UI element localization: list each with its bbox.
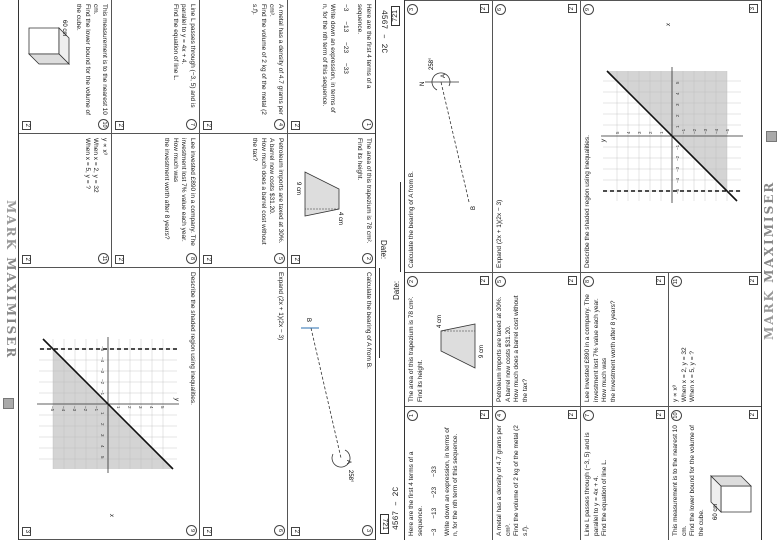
question-text: Lee invested £890 in a company. The [189, 138, 196, 246]
question-text: Find its height. [356, 138, 364, 181]
marks-box: 2 [749, 410, 758, 419]
question-3 [287, 268, 375, 540]
question-text: Describe the shaded region using inequalities. [189, 272, 196, 405]
question-text: How much does a barrel cost without the tax? [251, 138, 267, 245]
marks-box: 3 [749, 4, 758, 13]
question-1 [405, 406, 493, 540]
y-tick-label: 1 [116, 406, 121, 409]
question-number: 5 [495, 276, 506, 287]
question-text: When x = 2, y = 32 [680, 347, 688, 402]
y-tick-label: 2 [127, 406, 132, 409]
marks-box: 2 [480, 276, 489, 285]
inequality-graph [33, 286, 183, 522]
marks-box: 2 [568, 410, 577, 419]
sequence-terms: −3 −13 −23 −33 [431, 466, 438, 536]
question-9 [19, 268, 199, 540]
question-text: y ∝ x³ [672, 385, 679, 402]
question-10 [669, 406, 761, 540]
y-tick-label: −4 [714, 128, 719, 134]
x-axis-label: x [666, 23, 672, 26]
question-text: The area of this trapezium is 78 cm². [408, 296, 415, 402]
y-tick-label: −3 [72, 406, 77, 412]
question-6 [493, 0, 581, 272]
question-number: 7 [583, 410, 594, 421]
question-text: A metal has a density of 4.7 grams per cm³. [268, 4, 284, 115]
question-5 [199, 134, 287, 268]
x-tick-label: −3 [100, 368, 105, 374]
sheet-code: 721 [380, 514, 389, 534]
y-tick-label: −5 [725, 128, 730, 134]
y-tick-label: −4 [61, 406, 66, 412]
y-tick-label: 4 [149, 406, 154, 409]
point-b-label: B [305, 318, 311, 323]
question-text: Expand (2x + 1)(2x − 3) [277, 272, 284, 341]
question-number: 11 [671, 276, 682, 287]
sheet-title: 4567 – 2C [392, 486, 401, 530]
question-text: Here are the first 4 terms of a sequence. [408, 451, 424, 536]
question-text: A barrel now costs $31.20. [504, 325, 512, 402]
x-tick-label: 5 [100, 456, 105, 459]
point-a-label: A [345, 460, 351, 465]
worksheet-right-content [390, 0, 780, 540]
y-axis-label: y [601, 139, 607, 142]
question-8 [111, 134, 199, 268]
question-11 [19, 134, 111, 268]
x-tick-label: −2 [100, 379, 105, 385]
date-line [379, 268, 380, 358]
question-number: 1 [362, 119, 373, 130]
question-number: 4 [274, 119, 285, 130]
sequence-terms: −3 −13 −23 −33 [342, 4, 349, 74]
question-text: Find the volume of 2 kg of the metal (2 s.f). [513, 425, 529, 536]
marks-box: 2 [203, 121, 212, 130]
marks-box: 2 [568, 276, 577, 285]
y-tick-label: 1 [659, 131, 664, 134]
question-text: the investment worth after 8 years? [609, 300, 617, 402]
question-text: Find its height. [416, 359, 424, 402]
marks-box: 2 [656, 276, 665, 285]
y-tick-label: 5 [615, 131, 620, 134]
brand-logo: MARK MAXIMISER [4, 200, 18, 360]
marks-box: 2 [291, 121, 300, 130]
y-tick-label: −2 [83, 406, 88, 412]
question-text: Calculate the bearing of A from B. [408, 171, 415, 268]
question-text: Lee invested £890 in a company. The [584, 294, 591, 402]
y-tick-label: 4 [626, 131, 631, 134]
bearing-angle: 258° [429, 57, 435, 70]
marks-box: 2 [203, 255, 212, 264]
question-text: Find the equation of line L. [601, 459, 608, 536]
question-text: parallel to y = 4x + 4. [592, 475, 600, 536]
question-text: This measurement is to the nearest 10 cm. [672, 425, 688, 536]
marks-box: 2 [291, 255, 300, 264]
question-text: investment lost 7% value each year. How much was [172, 138, 188, 242]
question-number: 5 [274, 253, 285, 264]
question-7 [581, 406, 669, 540]
y-tick-label: −5 [50, 406, 55, 412]
brand-square-icon [3, 398, 14, 409]
inequality-graph [597, 18, 747, 254]
question-grid [18, 0, 376, 540]
question-text: the investment worth after 8 years? [163, 138, 171, 240]
marks-box: 2 [568, 4, 577, 13]
x-tick-label: −3 [675, 166, 680, 172]
sheet-header [376, 0, 390, 540]
bearing-figure [291, 308, 361, 508]
marks-box: 2 [656, 410, 665, 419]
y-tick-label: 5 [160, 406, 165, 409]
question-text: Here are the first 4 terms of a sequence. [356, 4, 372, 89]
y-tick-label: 3 [637, 131, 642, 134]
point-a-label: A [441, 73, 447, 78]
worksheet-right [390, 0, 780, 540]
question-2 [405, 272, 493, 406]
question-number: 11 [98, 253, 109, 264]
question-number: 10 [671, 410, 682, 421]
marks-box: 2 [203, 527, 212, 536]
x-tick-label: 5 [675, 81, 680, 84]
trapezium-bottom-label: 9 cm [295, 182, 301, 196]
date-line [400, 182, 401, 272]
question-number: 1 [407, 410, 418, 421]
x-tick-label: −1 [100, 390, 105, 396]
question-9 [581, 0, 761, 272]
question-number: 7 [186, 119, 197, 130]
point-b-label: B [471, 205, 477, 210]
question-number: 8 [583, 276, 594, 287]
question-number: 10 [98, 119, 109, 130]
x-tick-label: 3 [100, 434, 105, 437]
trapezium-bottom-label: 9 cm [479, 344, 485, 358]
trapezium-figure [435, 306, 485, 376]
question-text: Petroleum imports are taxed at 30%. [496, 296, 503, 402]
question-number: 6 [274, 525, 285, 536]
trapezium-top-label: 4 cm [337, 212, 343, 226]
marks-box: 2 [480, 410, 489, 419]
question-text: Find the lower bound for the volume of the cube. [689, 425, 705, 536]
y-tick-label: 3 [138, 406, 143, 409]
x-axis-label: x [108, 514, 114, 517]
question-text: y ∝ x³ [101, 138, 108, 155]
marks-box: 2 [291, 527, 300, 536]
x-tick-label: 4 [675, 92, 680, 95]
marks-box: 2 [22, 121, 31, 130]
x-tick-label: 2 [675, 114, 680, 117]
question-text: Calculate the bearing of A from B. [365, 272, 372, 369]
question-text: The area of this trapezium is 78 cm². [365, 138, 372, 244]
x-tick-label: −1 [675, 144, 680, 150]
question-4 [493, 406, 581, 540]
question-text: Petroleum imports are taxed at 30%. [277, 138, 284, 244]
bearing-figure [419, 32, 489, 232]
marks-box: 2 [749, 276, 758, 285]
cube-figure [22, 18, 77, 78]
y-tick-label: −1 [94, 406, 99, 412]
question-text: This measurement is to the nearest 10 cm. [92, 4, 108, 115]
sheet-header [390, 0, 404, 540]
x-tick-label: 1 [100, 412, 105, 415]
question-number: 9 [583, 4, 594, 15]
date-label: Date: [392, 280, 401, 300]
question-4 [199, 0, 287, 134]
question-text: Write down an expression, in terms of n, for the nth term of this sequence. [443, 427, 459, 536]
x-tick-label: −4 [675, 177, 680, 183]
x-tick-label: −5 [100, 346, 105, 352]
question-text: parallel to y = 4x + 4. [180, 4, 188, 65]
sheet-title: 4567 – 2C [379, 10, 388, 54]
question-text: Line L passes through (−3, 5) and is [189, 4, 196, 108]
x-tick-label: 2 [100, 423, 105, 426]
y-tick-label: −2 [692, 128, 697, 134]
y-tick-label: 2 [648, 131, 653, 134]
sheet-code: 721 [391, 6, 400, 26]
north-label: N [420, 81, 426, 86]
x-tick-label: −4 [100, 357, 105, 363]
question-text: Line L passes through (−3, 5) and is [584, 432, 591, 536]
date-label: Date: [379, 240, 388, 260]
question-11 [669, 272, 761, 406]
question-7 [111, 0, 199, 134]
question-text: Expand (2x + 1)(2x − 3) [496, 199, 503, 268]
question-text: Find the equation of line L. [172, 4, 179, 81]
question-number: 8 [186, 253, 197, 264]
question-text: How much does a barrel cost without the tax? [513, 295, 529, 402]
question-text: A metal has a density of 4.7 grams per cm³. [496, 425, 512, 536]
brand-square-icon [766, 131, 777, 142]
question-2 [287, 134, 375, 268]
y-tick-label: −3 [703, 128, 708, 134]
sheet-footer [760, 0, 780, 540]
question-number: 2 [362, 253, 373, 264]
question-number: 9 [186, 525, 197, 536]
question-text: Find the lower bound for the volume of the cube. [75, 4, 91, 115]
marks-box: 2 [22, 255, 31, 264]
marks-box: 3 [22, 527, 31, 536]
question-number: 6 [495, 4, 506, 15]
x-tick-label: 4 [100, 445, 105, 448]
question-text: investment lost 7% value each year. How much was [592, 298, 608, 402]
question-text: When x = 5, y = ? [689, 351, 696, 402]
question-1 [287, 0, 375, 134]
x-tick-label: −2 [675, 155, 680, 161]
cube-figure [703, 462, 758, 522]
question-number: 3 [407, 4, 418, 15]
trapezium-figure [295, 164, 345, 234]
x-tick-label: 3 [675, 103, 680, 106]
question-grid [404, 0, 762, 540]
question-6 [199, 268, 287, 540]
question-number: 4 [495, 410, 506, 421]
question-text: Describe the shaded region using inequalities. [584, 135, 591, 268]
question-text: A barrel now costs $31.20. [268, 138, 276, 215]
sheet-footer [0, 0, 20, 540]
marks-box: 2 [115, 121, 124, 130]
y-axis-label: y [173, 398, 179, 401]
brand-logo: MARK MAXIMISER [762, 180, 776, 340]
cube-edge-label: 60 cm [713, 503, 719, 520]
question-text: When x = 2, y = 32 [92, 138, 100, 193]
question-text: Find the volume of 2 kg of the metal (2 s.f). [251, 4, 267, 115]
cube-edge-label: 60 cm [61, 20, 67, 37]
question-10 [19, 0, 111, 134]
question-3 [405, 0, 493, 272]
marks-box: 2 [480, 4, 489, 13]
trapezium-top-label: 4 cm [437, 314, 443, 328]
bearing-angle: 258° [347, 470, 353, 483]
question-text: When x = 5, y = ? [84, 138, 91, 189]
question-text: Write down an expression, in terms of n, for the nth term of this sequence. [321, 4, 337, 113]
question-8 [581, 272, 669, 406]
marks-box: 2 [115, 255, 124, 264]
x-tick-label: −5 [675, 188, 680, 194]
question-5 [493, 272, 581, 406]
question-number: 2 [407, 276, 418, 287]
x-tick-label: 1 [675, 125, 680, 128]
question-number: 3 [362, 525, 373, 536]
y-tick-label: −1 [681, 128, 686, 134]
